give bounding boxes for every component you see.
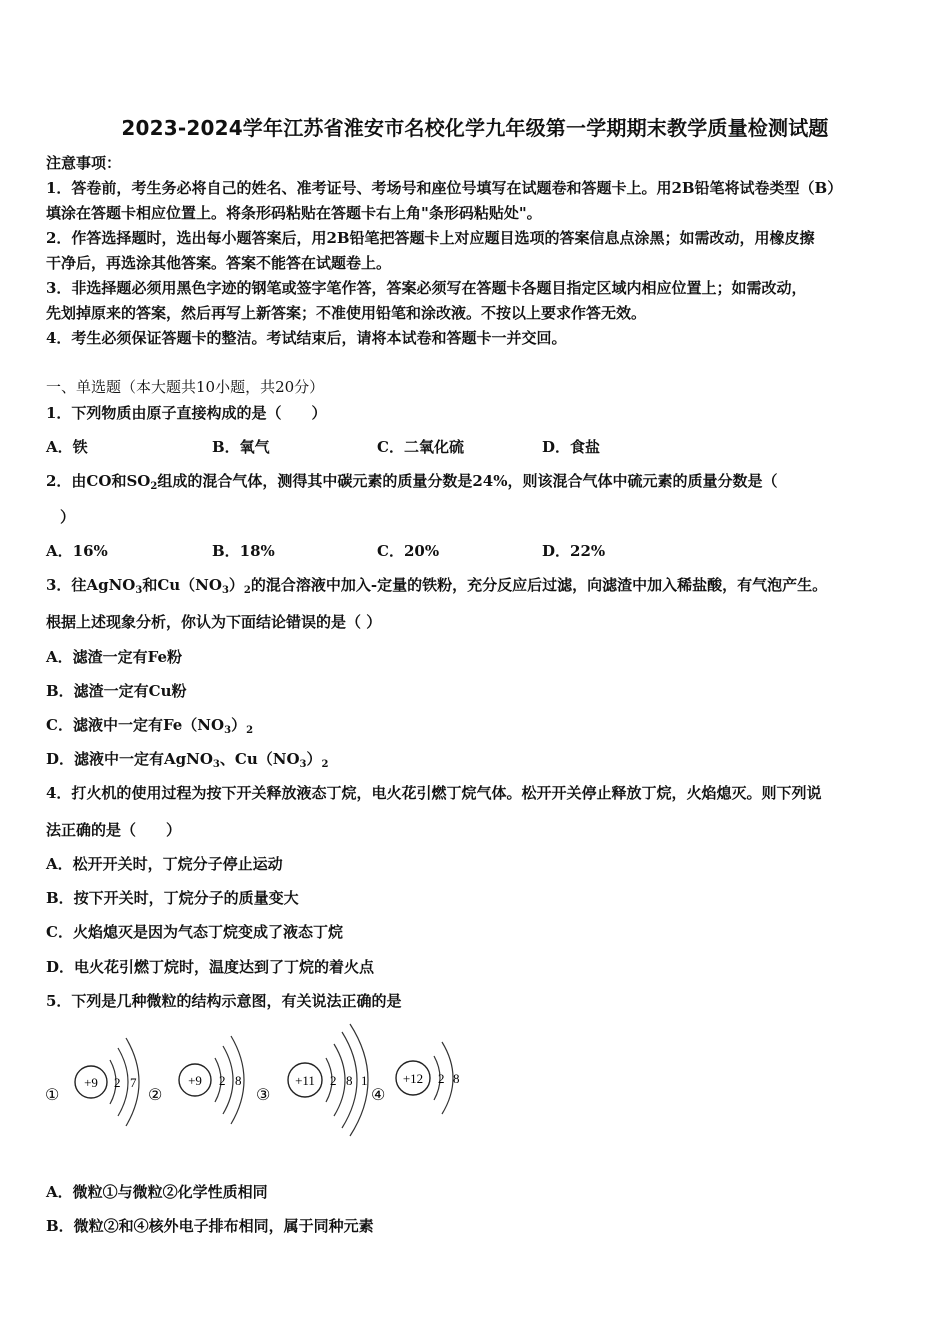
shell-electrons: 8 xyxy=(453,1071,460,1086)
q4-option-b: B．按下开关时，丁烷分子的质量变大 xyxy=(46,889,299,907)
notes-heading: 注意事项： xyxy=(46,154,122,172)
q3-stem-cont: 根据上述现象分析，你认为下面结论错误的是（ ） xyxy=(46,613,382,631)
shell-electrons: 2 xyxy=(219,1073,226,1088)
notes-line: 4．考生必须保证答题卡的整洁。考试结束后，请将本试卷和答题卡一并交回。 xyxy=(46,329,567,347)
q3-option-d xyxy=(46,748,328,770)
shell-electrons: 2 xyxy=(114,1075,121,1090)
q2-option-b: B．18% xyxy=(212,542,275,560)
shell-electrons: 2 xyxy=(438,1071,445,1086)
shell-electrons: 2 xyxy=(330,1073,337,1088)
q1-option-c: C．二氧化硫 xyxy=(377,438,464,456)
q2-option-c: C．20% xyxy=(377,542,440,560)
q1-option-a: A．铁 xyxy=(46,438,88,456)
q3-stem-a: 3．往AgNO xyxy=(46,576,136,594)
q3-option-b: B．滤渣一定有Cu粉 xyxy=(46,682,187,700)
q3-optc-b: ） xyxy=(231,716,247,734)
q2-option-d: D．22% xyxy=(542,542,606,560)
q3-stem-c: ） xyxy=(228,576,244,594)
particle-4 xyxy=(396,1042,460,1114)
q4-option-a: A．松开开关时，丁烷分子停止运动 xyxy=(46,855,283,873)
q1-stem: 1．下列物质由原子直接构成的是（ ） xyxy=(46,404,327,422)
q3-optc-sub: 2 xyxy=(246,725,254,736)
q3-optd-c: ） xyxy=(306,750,322,768)
q3-option-a: A．滤渣一定有Fe粉 xyxy=(46,648,183,666)
page-title: 2023-2024学年江苏省淮安市名校化学九年级第一学期期末教学质量检测试题 xyxy=(121,116,829,140)
notes-line: 先划掉原来的答案，然后再写上新答案；不准使用铅笔和涂改液。不按以上要求作答无效。 xyxy=(46,304,647,322)
q3-optd-sub: 2 xyxy=(321,759,329,770)
nucleus-charge: +9 xyxy=(84,1075,98,1090)
nucleus-charge: +11 xyxy=(295,1073,315,1088)
particle-label: ④ xyxy=(371,1087,386,1104)
notes-line: 干净后，再选涂其他答案。答案不能答在试题卷上。 xyxy=(46,254,392,272)
shell-electrons: 8 xyxy=(346,1073,353,1088)
particle-label: ② xyxy=(148,1087,163,1104)
q3-sub: 3 xyxy=(135,585,143,596)
q2-stem-cont: ） xyxy=(60,508,76,526)
q1-option-d: D．食盐 xyxy=(542,438,601,456)
q3-sub: 2 xyxy=(243,585,251,596)
q2-stem-sub: 2 xyxy=(150,481,158,492)
notes-line: 填涂在答题卡相应位置上。将条形码粘贴在答题卡右上角"条形码粘贴处"。 xyxy=(46,204,542,222)
particle-label: ③ xyxy=(256,1087,271,1104)
shell-electrons: 8 xyxy=(235,1073,242,1088)
atom-structure-diagram xyxy=(40,1020,480,1140)
q3-optc-a: C．滤液中一定有Fe（NO xyxy=(46,716,225,734)
q5-option-b: B．微粒②和④核外电子排布相同，属于同种元素 xyxy=(46,1217,374,1235)
section-heading: 一、单选题（本大题共10小题，共20分） xyxy=(46,378,325,396)
nucleus-charge: +12 xyxy=(402,1071,424,1086)
q1-option-b: B．氧气 xyxy=(212,438,270,456)
notes-line: 1．答卷前，考生务必将自己的姓名、准考证号、考场号和座位号填写在试题卷和答题卡上。用2B铅笔将试卷类型（B） xyxy=(46,179,843,197)
notes-line: 2．作答选择题时，选出每小题答案后，用2B铅笔把答题卡上对应题目选项的答案信息点涂黑；如需改动，用橡皮擦 xyxy=(46,229,815,247)
q2-option-a: A．16% xyxy=(46,542,108,560)
particle-3 xyxy=(288,1024,368,1136)
q2-stem-a: 2．由CO和SO xyxy=(46,472,151,490)
shell-electrons: 7 xyxy=(130,1075,137,1090)
q4-stem-cont: 法正确的是（ ） xyxy=(46,821,182,839)
notes-line: 3．非选择题必须用黑色字迹的钢笔或签字笔作答，答案必须写在答题卡各题目指定区域内相应位置上；如需改动， xyxy=(46,279,807,297)
q3-sub: 3 xyxy=(221,585,229,596)
q3-optd-sub: 3 xyxy=(212,759,220,770)
q5-option-a: A．微粒①与微粒②化学性质相同 xyxy=(46,1183,268,1201)
q3-optd-sub: 3 xyxy=(299,759,307,770)
particle-label: ① xyxy=(45,1087,60,1104)
q3-optd-a: D．滤液中一定有AgNO xyxy=(46,750,213,768)
q4-option-d: D．电火花引燃丁烷时，温度达到了丁烷的着火点 xyxy=(46,958,375,976)
nucleus-charge: +9 xyxy=(188,1073,202,1088)
q3-stem-b: 和Cu（NO xyxy=(142,576,222,594)
q2-stem-b: 组成的混合气体，测得其中碳元素的质量分数是24%，则该混合气体中硫元素的质量分数是（ xyxy=(157,472,778,490)
q2-stem xyxy=(46,470,777,492)
q3-option-c xyxy=(46,714,253,736)
q3-optd-b: 、Cu（NO xyxy=(219,750,300,768)
q5-stem: 5．下列是几种微粒的结构示意图，有关说法正确的是 xyxy=(46,992,402,1010)
q3-stem-d: 的混合溶液中加入-定量的铁粉，充分反应后过滤，向滤渣中加入稀盐酸，有气泡产生。 xyxy=(250,576,828,594)
q3-stem xyxy=(46,574,827,596)
q4-stem: 4．打火机的使用过程为按下开关释放液态丁烷，电火花引燃丁烷气体。松开开关停止释放丁烷，火焰熄灭。则下列说 xyxy=(46,784,822,802)
shell-electrons: 1 xyxy=(361,1073,368,1088)
particle-1 xyxy=(75,1038,139,1126)
q3-optc-sub: 3 xyxy=(224,725,232,736)
particle-2 xyxy=(179,1036,244,1124)
q4-option-c: C．火焰熄灭是因为气态丁烷变成了液态丁烷 xyxy=(46,923,343,941)
